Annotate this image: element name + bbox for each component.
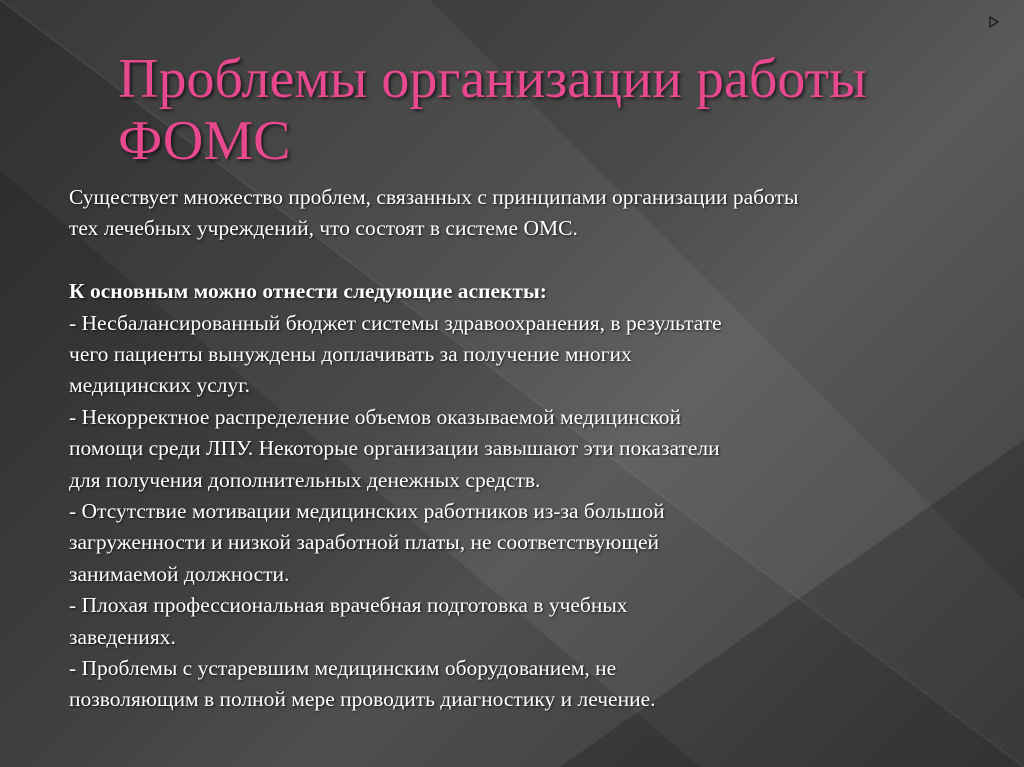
title-line-2: ФОМС xyxy=(118,110,291,172)
item-line: для получения дополнительных денежных средств. xyxy=(69,467,541,492)
paragraph-gap xyxy=(69,245,949,276)
slide-title xyxy=(118,48,938,172)
item-line: - Несбалансированный бюджет системы здравоохранения, в результате xyxy=(69,310,722,335)
item-line: - Проблемы с устаревшим медицинским оборудованием, не xyxy=(69,656,617,681)
aspects-heading: К основным можно отнести следующие аспекты: xyxy=(69,279,547,304)
item-line: чего пациенты вынуждены доплачивать за получение многих xyxy=(69,342,632,367)
item-line: - Отсутствие мотивации медицинских работников из-за большой xyxy=(69,499,665,524)
title-line-1: Проблемы организации работы xyxy=(118,48,867,110)
item-line: занимаемой должности. xyxy=(69,561,290,586)
intro-line-1: Существует множество проблем, связанных с принципами организации работы xyxy=(69,185,799,209)
item-line: помощи среди ЛПУ. Некоторые организации завышают эти показатели xyxy=(69,436,720,461)
slide-marker-icon xyxy=(988,16,1000,28)
item-line: загруженности и низкой заработной платы, не соответствующей xyxy=(69,530,660,555)
item-line: позволяющим в полной мере проводить диагностику и лечение. xyxy=(69,687,656,712)
intro-line-2: тех лечебных учреждений, что состоят в системе ОМС. xyxy=(69,216,578,241)
item-line: - Плохая профессиональная врачебная подготовка в учебных xyxy=(69,593,628,618)
item-line: заведениях. xyxy=(69,624,176,649)
item-line: - Некорректное распределение объемов оказываемой медицинской xyxy=(69,404,681,429)
item-line: медицинских услуг. xyxy=(69,373,250,398)
slide-body xyxy=(69,182,949,716)
